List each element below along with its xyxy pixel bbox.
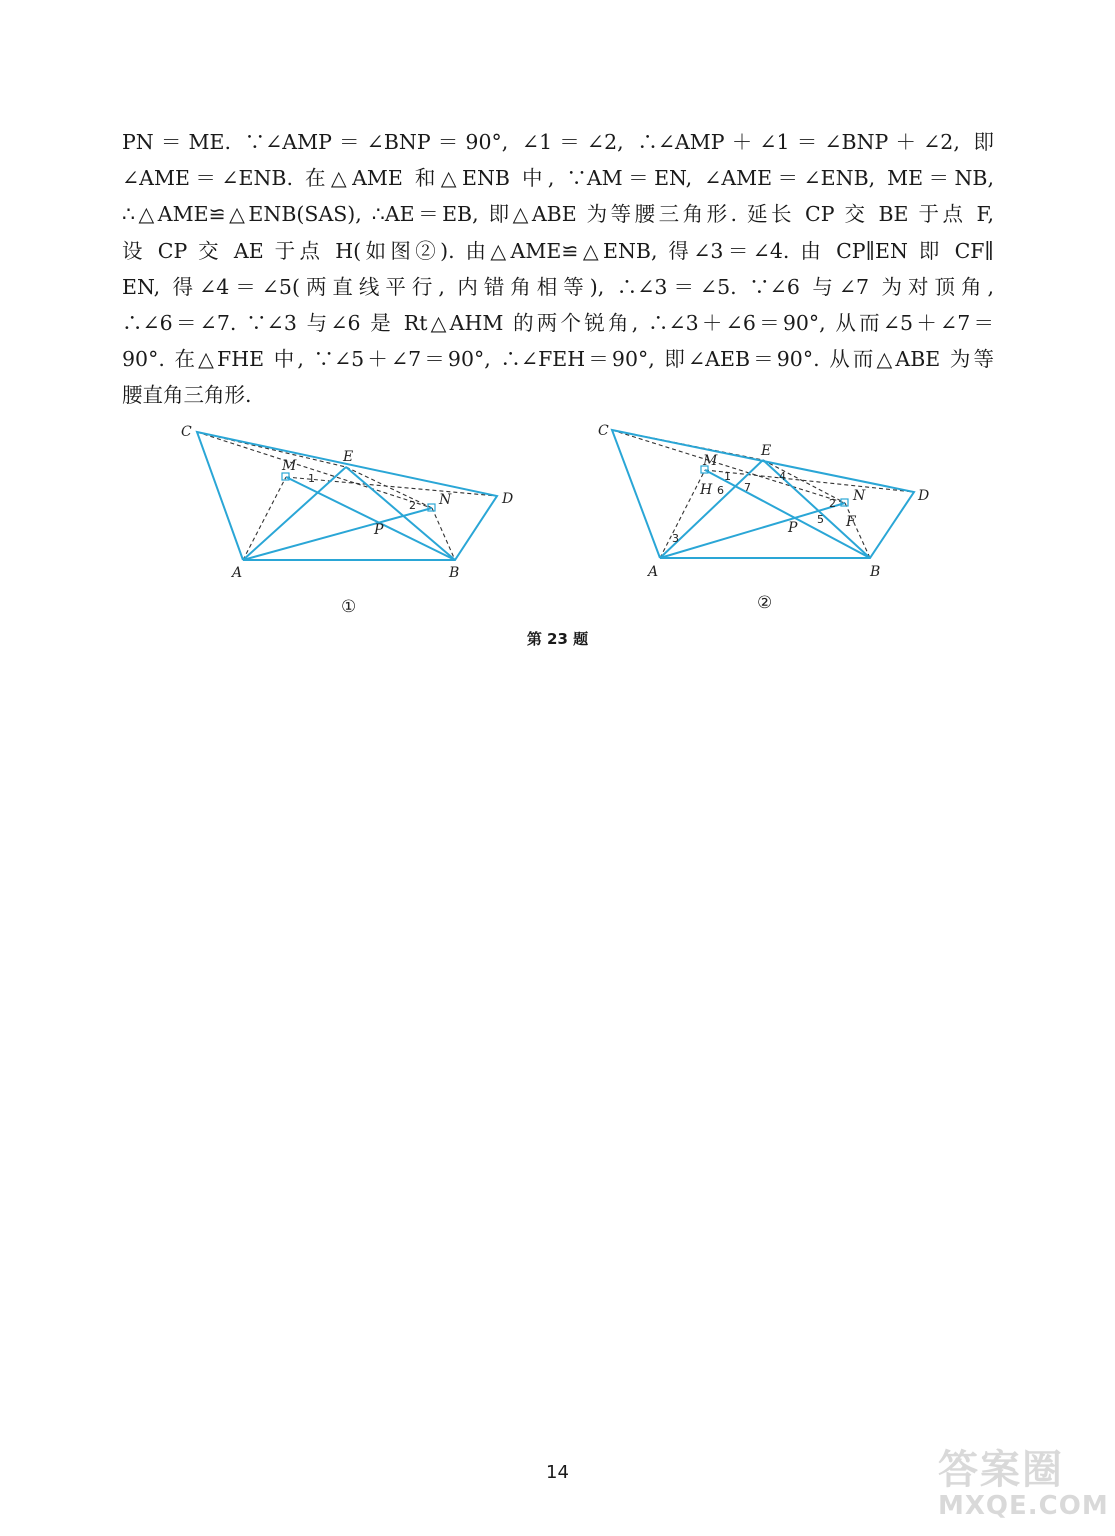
angle-label-4: 4 [779,470,786,483]
solution-line: ∴△AME≌△ENB(SAS), ∴AE＝EB, 即△ABE 为等腰三角形. 延长 CP 交 BE 于点 F, [122,202,994,227]
point-label-P: P [374,522,384,538]
point-label-E: E [761,443,772,459]
point-label-C: C [181,424,192,440]
dashed-line-MD [705,470,914,492]
angle-label-2: 2 [829,497,836,510]
angle-label-1: 1 [724,470,731,483]
solution-text [122,124,994,414]
point-label-H: H [700,482,713,498]
solution-line: PN＝ME. ∵∠AMP＝∠BNP＝90°, ∠1＝∠2, ∴∠AMP＋∠1＝∠BNP＋∠2, 即 [122,130,994,154]
point-label-F: F [846,514,856,530]
figure-2 [598,423,929,613]
dashed-line-AM [243,477,286,560]
point-label-N: N [853,488,866,504]
point-label-B: B [449,565,460,581]
figure-number-1: ① [341,597,357,617]
point-label-M: M [282,458,297,474]
point-label-B: B [870,564,881,580]
watermark-text: 答案圈 [938,1447,1064,1493]
angle-label-3: 3 [672,532,679,545]
angle-label-2: 2 [409,499,416,512]
angle-label-7: 7 [744,481,751,494]
point-label-N: N [439,492,452,508]
figure-1 [181,424,513,617]
point-label-A: A [232,565,243,581]
point-label-E: E [343,449,354,465]
dashed-line-AM [660,470,705,558]
point-label-D: D [918,488,930,504]
point-label-D: D [502,491,514,507]
point-label-C: C [598,423,609,439]
angle-label-5: 5 [817,513,824,526]
angle-label-6: 6 [717,484,724,497]
solution-line: ∠AME＝∠ENB. 在△AME 和△ENB 中, ∵AM＝EN, ∠AME＝∠ENB, ME＝NB, [122,166,994,191]
watermark-url: MXQE.COM [938,1491,1109,1521]
solution-line: EN, 得∠4＝∠5(两直线平行, 内错角相等), ∴∠3＝∠5. ∵∠6 与∠7 为对顶角, [122,274,994,299]
point-label-M: M [703,453,718,469]
figures [0,410,1115,640]
point-label-P: P [788,520,798,536]
angle-label-1: 1 [308,472,315,485]
watermark-logo [938,1448,1108,1528]
solution-line: 90°. 在△FHE 中, ∵∠5＋∠7＝90°, ∴∠FEH＝90°, 即∠AEB＝90°. 从而△ABE 为等 [122,347,994,372]
page-number: 14 [546,1462,569,1483]
dashed-line-NB [845,503,870,558]
figure-caption: 第 23 题 [526,630,589,648]
solution-line: 设 CP 交 AE 于点 H(如图②). 由△AME≌△ENB, 得∠3＝∠4. 由 CP∥EN 即 CF∥ [122,238,994,263]
dashed-line-NB [432,508,455,560]
geometry-figures [0,410,1115,640]
point-label-A: A [648,564,659,580]
solution-line: ∴∠6＝∠7. ∵∠3 与∠6 是 Rt△AHM 的两个锐角, ∴∠3＋∠6＝90°, 从而∠5＋∠7＝ [122,311,994,336]
segment-MB [286,477,455,560]
figure-number-2: ② [757,593,773,613]
solution-line: 腰直角三角形. [122,383,252,408]
